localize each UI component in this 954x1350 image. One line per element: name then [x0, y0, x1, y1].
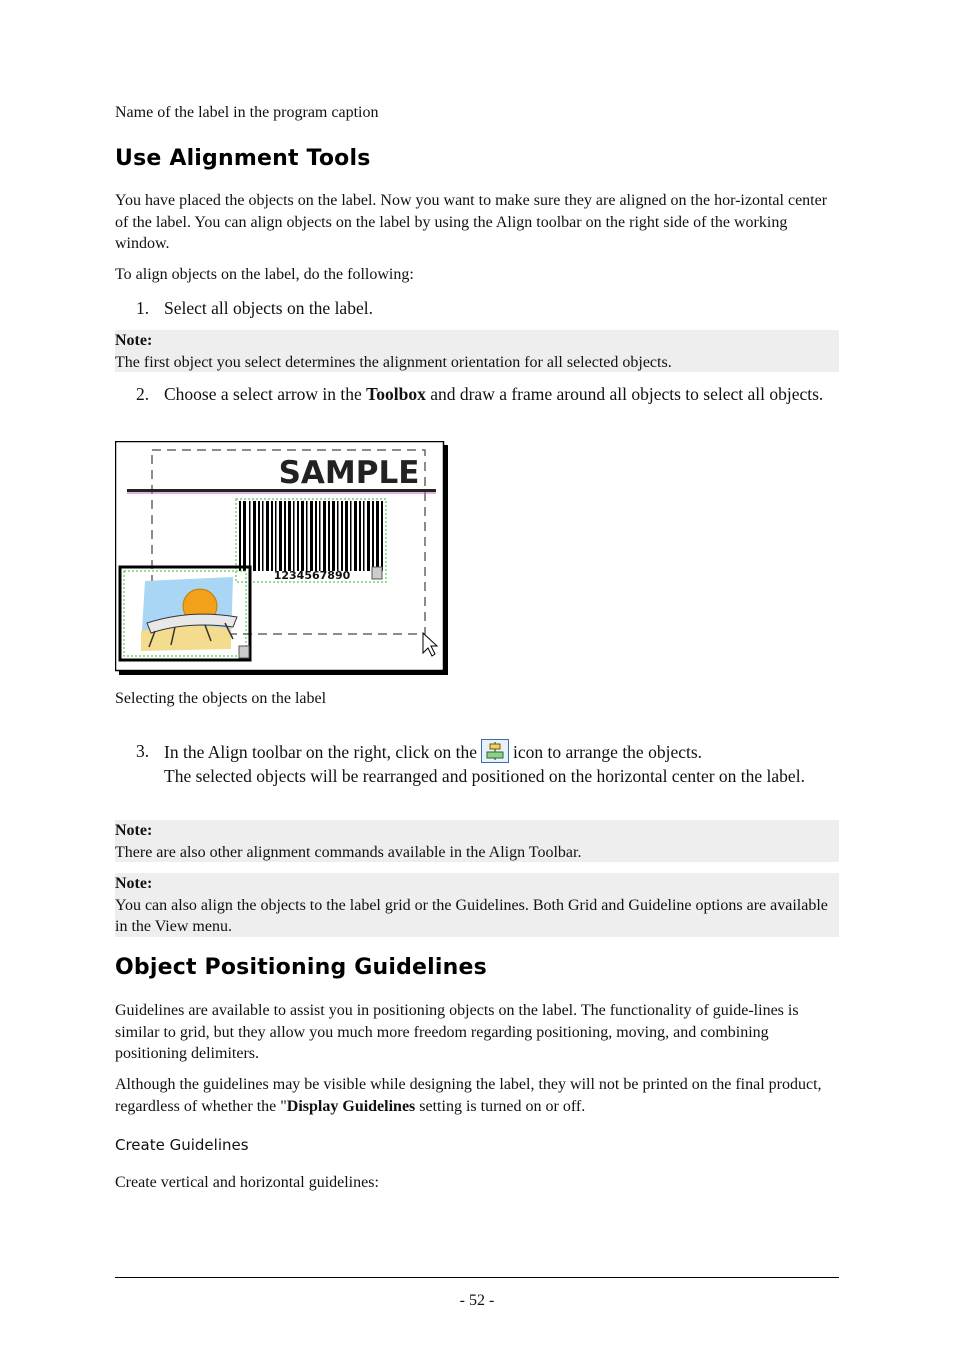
- paragraph-part: setting is turned on or off.: [415, 1097, 586, 1115]
- barcode-number: 1234567890: [273, 569, 351, 582]
- object-handle-icon: [239, 646, 249, 658]
- barcode: [236, 499, 386, 582]
- paragraph: [115, 1074, 839, 1117]
- note-title: Note:: [115, 332, 153, 349]
- step-1: [115, 296, 839, 320]
- step-text: Select all objects on the label.: [164, 298, 373, 318]
- intro-line: Name of the label in the program caption: [115, 104, 379, 121]
- paragraph: You have placed the objects on the label. Now you want to make sure they are aligned on the hor-izontal center of the label. You can align objects on the label by using the Align toolbar on the right side of the working window.: [115, 192, 828, 252]
- note-box: [115, 873, 839, 937]
- canvas-shadow-bottom: [119, 671, 448, 675]
- paragraph: Guidelines are available to assist you in positioning objects on the label. The functionality of guide-lines is similar to grid, but they allow you much more freedom regarding positioning, moving, and combining positioning delimiters.: [115, 1002, 799, 1062]
- object-handle-icon: [372, 567, 382, 579]
- paragraph: To align objects on the label, do the following:: [115, 266, 414, 283]
- step-text-part: icon to arrange the objects.: [513, 742, 703, 762]
- note-title: Note:: [115, 822, 153, 839]
- paragraph-part: Although the guidelines may be visible while designing the label, they will not be printed on the final product, regardless of whether the ": [115, 1076, 822, 1115]
- note-box: [115, 330, 839, 372]
- align-horizontal-center-icon: [481, 739, 509, 763]
- page-number: - 52 -: [459, 1292, 495, 1309]
- label-selection-figure: [115, 441, 448, 675]
- note-title: Note:: [115, 875, 153, 892]
- footer-divider: [115, 1277, 839, 1278]
- label-selection-illustration: [115, 441, 448, 675]
- note-text: You can also align the objects to the label grid or the Guidelines. Both Grid and Guideline options are available in the View menu.: [115, 896, 828, 935]
- step-text: [164, 739, 839, 788]
- step-text-part: and draw a frame around all objects to select all objects.: [425, 384, 824, 404]
- step-text-part: In the Align toolbar on the right, click on the: [164, 742, 477, 762]
- note-text: There are also other alignment commands available in the Align Toolbar.: [115, 843, 582, 861]
- subheading-create-guidelines: Create Guidelines: [115, 1136, 249, 1154]
- step-3: [115, 739, 839, 811]
- display-guidelines-term: Display Guidelines: [286, 1097, 416, 1115]
- step-text: [164, 382, 839, 406]
- note-box: [115, 820, 839, 862]
- toolbox-term: Toolbox: [366, 384, 426, 404]
- section-heading-guidelines: Object Positioning Guidelines: [115, 955, 487, 980]
- step-number: 3.: [136, 741, 150, 761]
- figure-caption: Selecting the objects on the label: [115, 690, 327, 707]
- step-number: 2.: [136, 384, 150, 404]
- step-text-part: Choose a select arrow in the: [164, 384, 367, 404]
- sample-text: SAMPLE: [278, 455, 420, 491]
- paragraph: Create vertical and horizontal guidelines:: [115, 1174, 379, 1191]
- step-number: 1.: [136, 298, 150, 318]
- step-2: [115, 382, 839, 430]
- step-text-line: The selected objects will be rearranged and positioned on the horizontal center on the label.: [164, 766, 805, 786]
- note-text: The first object you select determines the alignment orientation for all selected objects.: [115, 353, 672, 371]
- canvas-shadow-right: [444, 445, 448, 675]
- section-heading-alignment: Use Alignment Tools: [115, 146, 371, 171]
